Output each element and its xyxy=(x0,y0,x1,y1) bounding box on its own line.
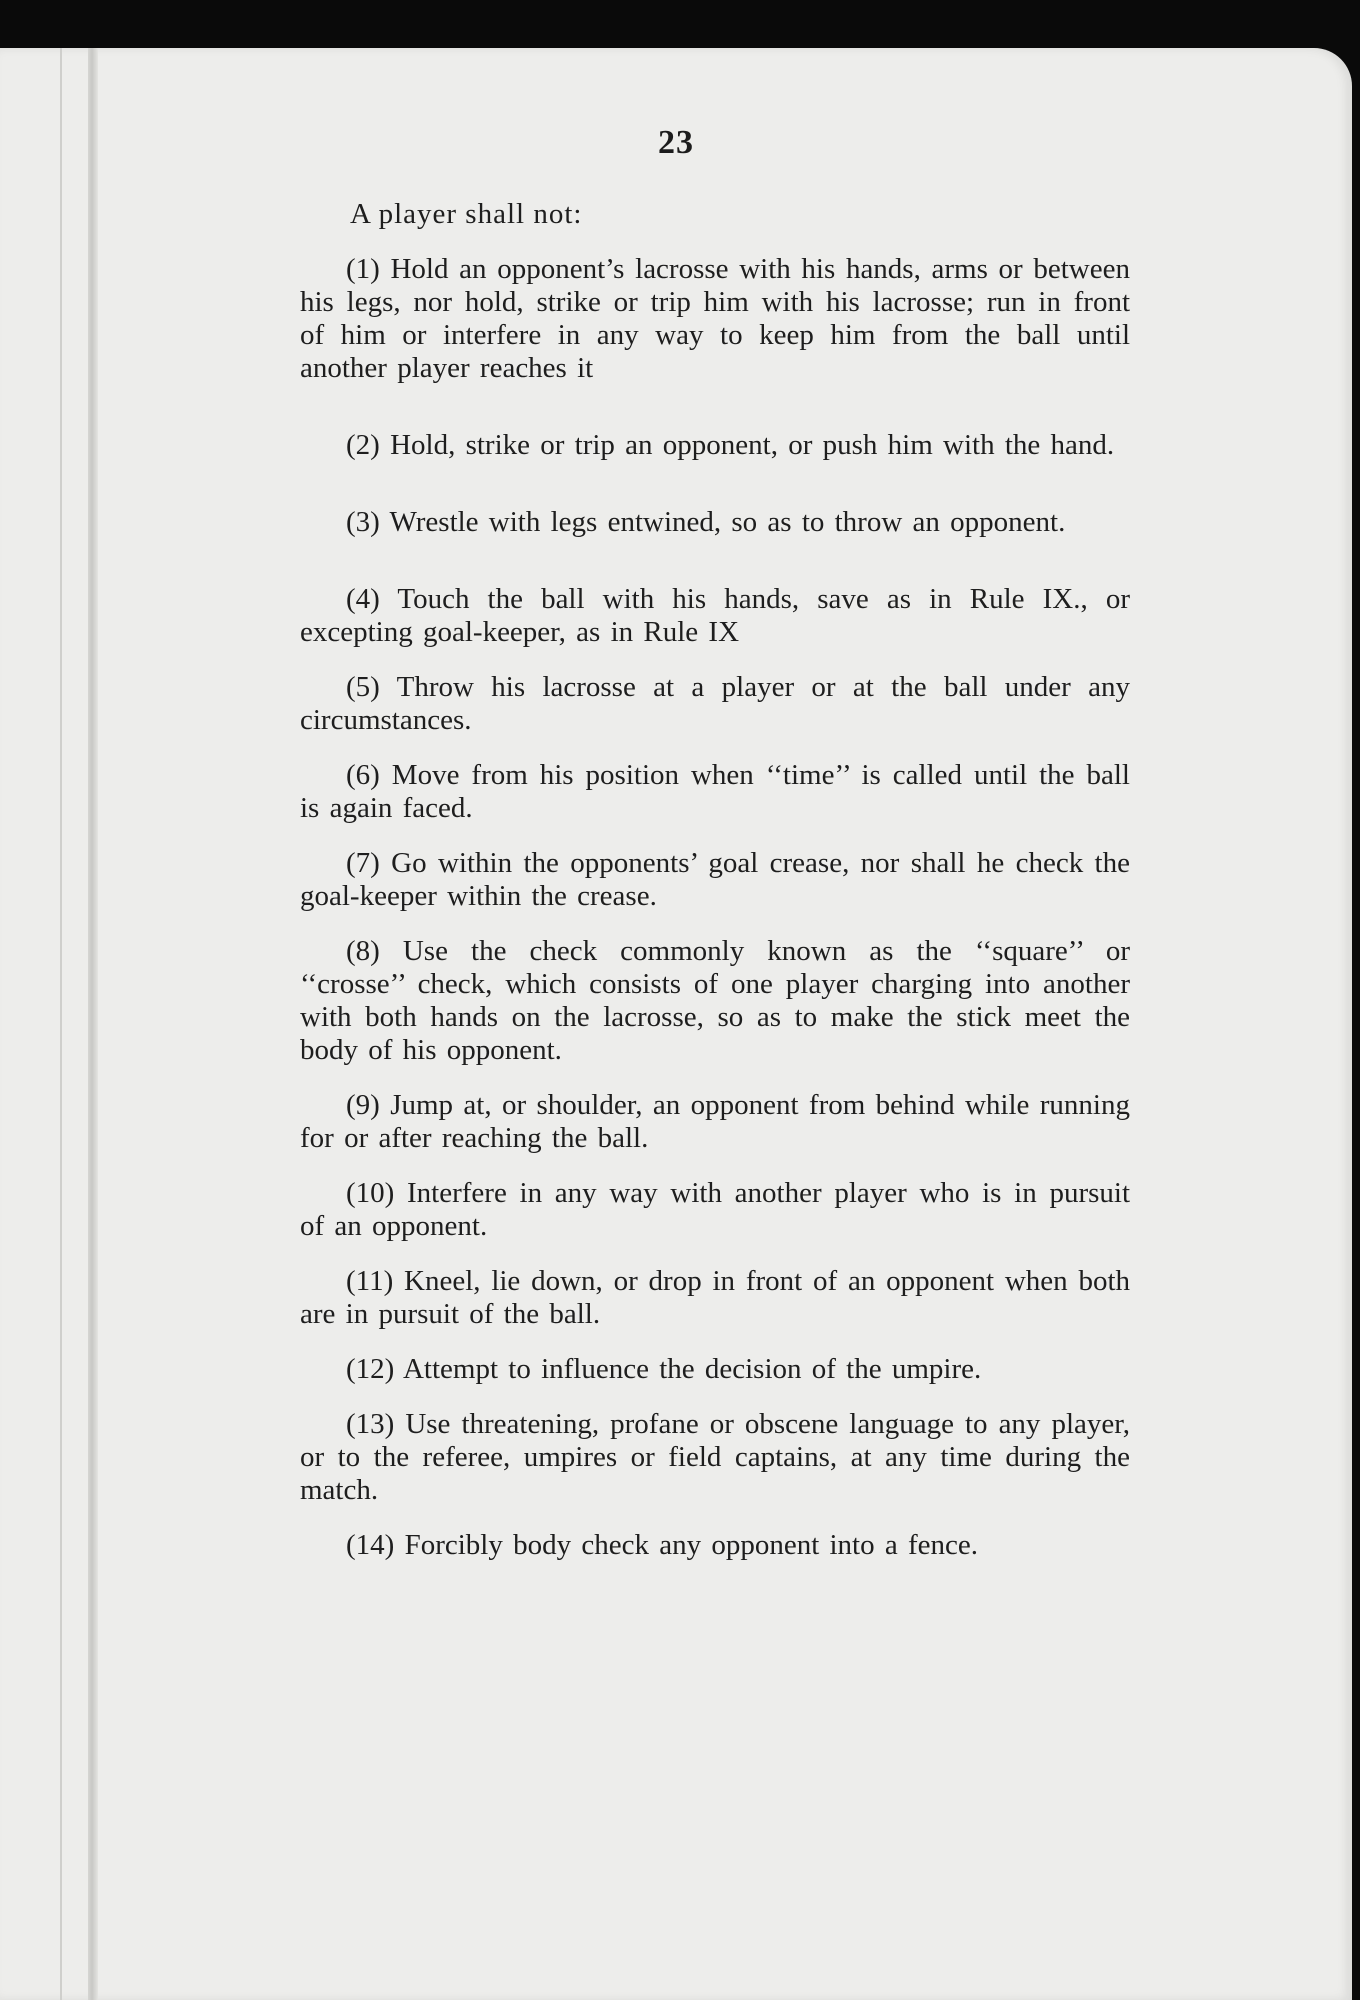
rule-2: (2) Hold, strike or trip an opponent, or push him with the hand. xyxy=(346,429,1115,461)
intro-line: A player shall not: xyxy=(350,198,583,230)
rule-4: (4) Touch the ball with his hands, save as in Rule IX., or excepting goal-keeper, as in Rule IX xyxy=(300,583,1130,648)
rule-14: (14) Forcibly body check any opponent into a fence. xyxy=(346,1529,979,1561)
rule-6: (6) Move from his position when ‘‘time’’ is called until the ball is again faced. xyxy=(300,759,1130,824)
rule-7: (7) Go within the opponents’ goal crease, nor shall he check the goal-keeper within the crease. xyxy=(300,847,1130,912)
rule-3: (3) Wrestle with legs entwined, so as to throw an opponent. xyxy=(346,506,1066,538)
book-page xyxy=(0,48,1352,2000)
book-spine xyxy=(88,48,98,2000)
rule-8: (8) Use the check commonly known as the ‘‘square’’ or ‘‘crosse’’ check, which consists of one player charging into another with both hands on the lacrosse, so as to make the stick meet the body of his opponent. xyxy=(300,935,1130,1066)
page-text xyxy=(300,198,1130,1584)
rule-13: (13) Use threatening, profane or obscene language to any player, or to the referee, umpires or field captains, at any time during the match. xyxy=(300,1408,1130,1506)
rule-12: (12) Attempt to influence the decision of the umpire. xyxy=(346,1353,982,1385)
page-number: 23 xyxy=(658,124,694,161)
rule-5: (5) Throw his lacrosse at a player or at the ball under any circumstances. xyxy=(300,671,1130,736)
page-edge-line xyxy=(60,48,62,2000)
rule-9: (9) Jump at, or shoulder, an opponent from behind while running for or after reaching the ball. xyxy=(300,1089,1130,1154)
rule-11: (11) Kneel, lie down, or drop in front of an opponent when both are in pursuit of the ball. xyxy=(300,1265,1130,1330)
rule-10: (10) Interfere in any way with another player who is in pursuit of an opponent. xyxy=(300,1177,1130,1242)
rule-1: (1) Hold an opponent’s lacrosse with his hands, arms or between his legs, nor hold, strike or trip him with his lacrosse; run in front of him or interfere in any way to keep him from the ball until another player reaches it xyxy=(300,253,1130,384)
